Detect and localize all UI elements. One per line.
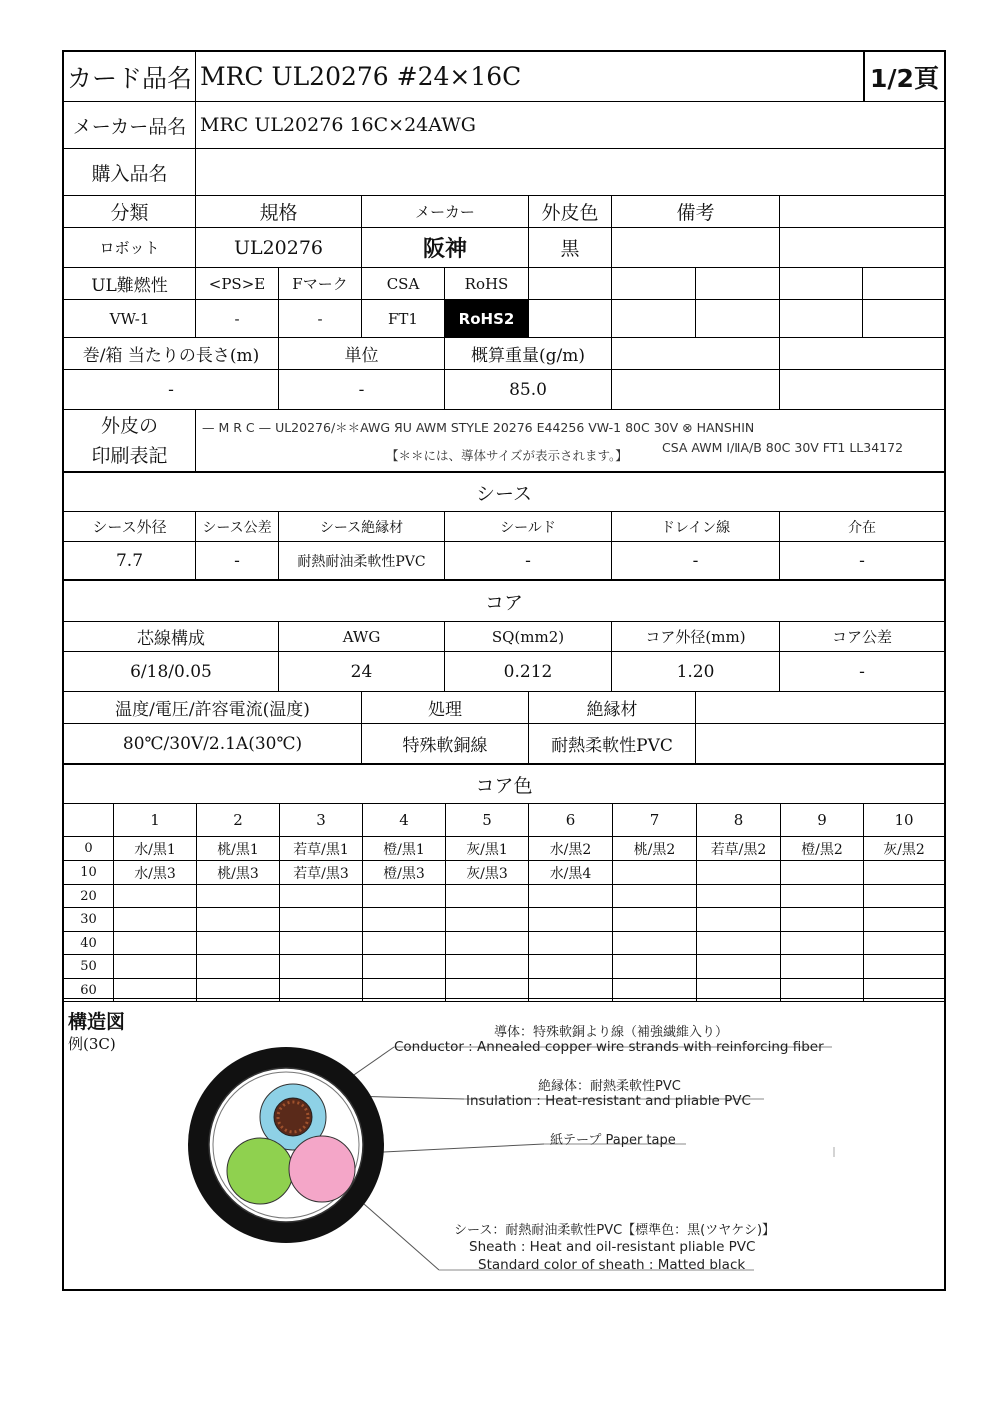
core-color-cell <box>781 861 864 884</box>
standard-header: 規格 <box>196 196 362 227</box>
drain-header: ドレイン線 <box>612 512 780 541</box>
core-value-row <box>64 652 944 692</box>
remarks-header: 備考 <box>612 196 780 227</box>
core-color-cell <box>864 861 944 884</box>
length-value-row <box>64 370 944 410</box>
classification-value: ロボット <box>64 228 196 267</box>
core-color-column-header: 7 <box>613 804 697 836</box>
ul-value-blank-2 <box>612 300 696 337</box>
core-color-cell <box>197 908 280 931</box>
filler-value: - <box>859 550 865 571</box>
maker-name-label: メーカー品名 <box>64 102 196 148</box>
core-color-cell: 水/黒4 <box>529 861 613 884</box>
length-header-blank-2 <box>780 338 944 369</box>
core-color-cell <box>363 908 446 931</box>
length-value-blank-1 <box>612 370 780 409</box>
core-color-column-header: 8 <box>697 804 781 836</box>
core-color-section <box>64 764 944 804</box>
filler-header: 介在 <box>848 519 876 536</box>
insulation-value: 耐熱柔軟性PVC <box>529 724 696 763</box>
sheath-leader <box>364 1204 439 1270</box>
core-color-row <box>64 908 944 932</box>
core-title: コア <box>484 591 523 614</box>
unit-value: - <box>279 370 445 409</box>
core-pink-insulation <box>289 1136 355 1202</box>
pse-header: <PS>E <box>196 268 279 299</box>
core-color-row-index: 20 <box>64 885 114 907</box>
maker-value: 阪神 <box>362 228 529 267</box>
sq-value: 0.212 <box>445 652 612 691</box>
strand-header: 芯線構成 <box>64 622 279 651</box>
sheath-value-row <box>64 542 944 580</box>
treatment-value: 特殊軟銅線 <box>362 724 529 763</box>
core-green-insulation <box>227 1138 293 1204</box>
temp-header-blank <box>696 692 944 723</box>
card-name-label: カード品名 <box>64 52 196 101</box>
ul-header-blank-3 <box>696 268 780 299</box>
length-value: - <box>64 370 279 409</box>
ul-value-row <box>64 300 944 338</box>
core-section <box>64 580 944 622</box>
sq-header: SQ(mm2) <box>445 622 612 651</box>
core-color-cell: 桃/黒2 <box>613 837 697 860</box>
structure-title: 構造図 <box>68 1011 126 1033</box>
length-header: 巻/箱 当たりの長さ(m) <box>64 338 279 369</box>
core-color-cell: 桃/黒3 <box>197 861 280 884</box>
rohs-header: RoHS <box>445 268 529 299</box>
ul-header-blank-5 <box>863 268 944 299</box>
core-color-column-header: 9 <box>781 804 864 836</box>
sheath-label-jp: シース：耐熱耐油柔軟性PVC【標準色：黒(ツヤケシ)】 <box>454 1223 776 1238</box>
core-color-row <box>64 837 944 861</box>
drain-value: - <box>612 542 780 579</box>
sheath-label-en: Sheath : Heat and oil-resistant pliable PVC <box>469 1239 756 1255</box>
f-mark-header: Fマーク <box>279 268 362 299</box>
core-color-column-header: 10 <box>894 811 914 829</box>
print-line-2-csa: CSA AWM I/ⅡA/B 80C 30V FT1 LL34172 <box>662 440 904 455</box>
conductor-label-jp: 導体：特殊軟銅より線（補強繊維入り） <box>494 1025 729 1040</box>
core-color-cell <box>613 908 697 931</box>
core-color-cell <box>197 932 280 954</box>
page-number: 1/2頁 <box>864 52 944 101</box>
sheath-insulation-header: シース絶縁材 <box>279 512 445 541</box>
core-color-cell: 若草/黒3 <box>280 861 363 884</box>
core-color-row-index: 10 <box>64 861 114 884</box>
core-color-cell <box>197 955 280 978</box>
core-od-header: コア外径(mm) <box>612 622 780 651</box>
temp-value-blank <box>696 724 944 763</box>
core-color-cell <box>697 861 781 884</box>
classification-value-blank <box>780 228 944 267</box>
core-color-cell <box>864 885 944 907</box>
awg-value: 24 <box>279 652 445 691</box>
core-color-row-index: 60 <box>64 979 114 1001</box>
ul-value-blank-4 <box>780 300 863 337</box>
core-color-row-index: 30 <box>64 908 114 931</box>
ul-value-blank-1 <box>529 300 612 337</box>
shield-value: - <box>445 542 612 579</box>
core-color-row-index: 40 <box>64 932 114 954</box>
rohs2-badge: RoHS2 <box>445 300 529 337</box>
unit-header: 単位 <box>279 338 445 369</box>
temp-header: 温度/電圧/許容電流(温度) <box>64 692 362 723</box>
temp-value-row <box>64 724 944 764</box>
core-color-header-row <box>64 804 944 837</box>
core-color-column-header: 6 <box>529 804 613 836</box>
core-color-cell: 若草/黒2 <box>697 837 781 860</box>
ul-header-blank-2 <box>612 268 696 299</box>
core-color-cell <box>529 932 613 954</box>
weight-header: 概算重量(g/m) <box>445 338 612 369</box>
length-header-row <box>64 338 944 370</box>
core-tolerance-header: コア公差 <box>831 628 892 646</box>
core-color-cell <box>280 955 363 978</box>
core-color-column-header: 4 <box>363 804 446 836</box>
core-color-column-header: 2 <box>197 804 280 836</box>
core-color-column-header: 3 <box>280 804 363 836</box>
core-color-cell <box>697 908 781 931</box>
classification-header-blank <box>780 196 944 227</box>
pse-value: - <box>196 300 279 337</box>
core-color-cell <box>363 932 446 954</box>
sheath-header-row <box>64 512 944 542</box>
length-header-blank-1 <box>612 338 780 369</box>
core-color-cell <box>363 955 446 978</box>
core-color-title: コア色 <box>475 774 533 797</box>
ul-flame-value: VW-1 <box>64 300 196 337</box>
outer-color-header: 外皮色 <box>529 196 612 227</box>
core-color-cell <box>529 955 613 978</box>
length-value-blank-2 <box>780 370 944 409</box>
core-color-table <box>64 804 944 998</box>
classification-value-row <box>64 228 944 268</box>
standard-value: UL20276 <box>196 228 362 267</box>
core-color-cell <box>613 955 697 978</box>
core-color-cell: 桃/黒1 <box>197 837 280 860</box>
core-color-cell <box>864 932 944 954</box>
core-color-cell <box>114 908 197 931</box>
core-color-cell <box>613 932 697 954</box>
insulation-label-jp: 絶縁体：耐熱柔軟性PVC <box>538 1079 681 1094</box>
ul-value-blank-5 <box>863 300 944 337</box>
core-color-row <box>64 885 944 908</box>
core-color-cell <box>864 908 944 931</box>
print-marking-label <box>64 410 196 471</box>
csa-value: FT1 <box>362 300 445 337</box>
classification-header-row <box>64 196 944 228</box>
core-color-cell <box>446 955 529 978</box>
core-color-cell <box>781 908 864 931</box>
core-color-cell: 橙/黒1 <box>363 837 446 860</box>
temp-header-row <box>64 692 944 724</box>
sheath-color-label: Standard color of sheath : Matted black <box>478 1257 746 1273</box>
core-color-cell <box>613 885 697 907</box>
core-color-cell <box>781 955 864 978</box>
core-color-cell <box>363 885 446 907</box>
sheath-tolerance-value: - <box>196 542 279 579</box>
print-label-line2: 印刷表記 <box>91 444 168 467</box>
core-color-cell <box>781 932 864 954</box>
conductor-label-en: Conductor : Annealed copper wire strands with reinforcing fiber <box>394 1039 824 1055</box>
treatment-header: 処理 <box>362 692 529 723</box>
core-color-cell: 橙/黒2 <box>781 837 864 860</box>
paper-tape-label: 紙テープ Paper tape <box>550 1133 676 1148</box>
core-color-cell <box>446 908 529 931</box>
core-color-row <box>64 955 944 979</box>
core-color-cell: 灰/黒3 <box>446 861 529 884</box>
sheath-od-header: シース外径 <box>64 512 196 541</box>
core-color-row-index: 0 <box>64 837 114 860</box>
csa-header: CSA <box>362 268 445 299</box>
f-mark-value: - <box>279 300 362 337</box>
sheath-od-value: 7.7 <box>64 542 196 579</box>
core-color-cell: 水/黒3 <box>114 861 197 884</box>
core-color-cell <box>446 885 529 907</box>
core-color-column-header: 5 <box>446 804 529 836</box>
core-color-cell: 橙/黒3 <box>363 861 446 884</box>
card-name-value: MRC UL20276 #24×16C <box>196 52 864 101</box>
copper-conductor <box>274 1098 312 1136</box>
print-marking-row <box>64 410 944 472</box>
core-color-corner <box>64 804 114 836</box>
core-color-cell <box>280 908 363 931</box>
core-color-column-header: 1 <box>114 804 197 836</box>
core-color-cell <box>613 861 697 884</box>
core-color-cell: 水/黒1 <box>114 837 197 860</box>
core-color-cell <box>781 885 864 907</box>
core-tolerance-value: - <box>859 661 865 682</box>
core-color-cell <box>114 885 197 907</box>
outer-color-value: 黒 <box>529 228 612 267</box>
core-color-cell <box>529 908 613 931</box>
strand-value: 6/18/0.05 <box>64 652 279 691</box>
maker-name-value: MRC UL20276 16C×24AWG <box>200 114 476 136</box>
core-color-cell: 若草/黒1 <box>280 837 363 860</box>
core-color-cell <box>864 955 944 978</box>
purchase-name-label: 購入品名 <box>64 149 196 195</box>
core-od-value: 1.20 <box>612 652 780 691</box>
core-color-cell: 灰/黒2 <box>883 841 925 858</box>
core-color-cell <box>280 932 363 954</box>
structure-example: 例(3C) <box>68 1035 116 1053</box>
core-color-cell <box>197 885 280 907</box>
insulation-header: 絶縁材 <box>529 692 696 723</box>
remarks-value <box>612 228 780 267</box>
ul-header-blank-1 <box>529 268 612 299</box>
classification-header: 分類 <box>64 196 196 227</box>
ul-flame-header: UL難燃性 <box>64 268 196 299</box>
shield-header: シールド <box>445 512 612 541</box>
sheath-title: シース <box>475 482 533 505</box>
ul-header-blank-4 <box>780 268 863 299</box>
card-name-row <box>64 52 944 102</box>
weight-value: 85.0 <box>445 370 612 409</box>
core-color-cell: 灰/黒1 <box>446 837 529 860</box>
sheath-section <box>64 472 944 512</box>
print-marking-value <box>196 410 944 471</box>
tape-leader <box>364 1144 544 1153</box>
core-color-cell <box>280 885 363 907</box>
print-line-1: — M R C — UL20276/＊＊AWG ЯU AWM STYLE 20276 E44256 VW-1 80C 30V ⊗ HANSHIN <box>202 420 755 435</box>
core-color-cell <box>697 955 781 978</box>
sheath-insulation-value: 耐熱耐油柔軟性PVC <box>279 542 445 579</box>
insulation-label-en: Insulation : Heat-resistant and pliable PVC <box>466 1093 751 1109</box>
temp-value: 80℃/30V/2.1A(30℃) <box>64 724 362 763</box>
core-color-cell: 水/黒2 <box>529 837 613 860</box>
maker-header: メーカー <box>362 196 529 227</box>
ul-value-blank-3 <box>696 300 780 337</box>
structure-section <box>64 998 944 1290</box>
purchase-name-value <box>196 149 944 195</box>
awg-header: AWG <box>279 622 445 651</box>
purchase-name-row <box>64 149 944 196</box>
core-color-cell <box>697 932 781 954</box>
ul-header-row <box>64 268 944 300</box>
print-label-line1: 外皮の <box>100 414 158 437</box>
core-color-cell <box>114 955 197 978</box>
core-color-row <box>64 861 944 885</box>
core-color-cell <box>114 932 197 954</box>
core-color-row <box>64 932 944 955</box>
print-line-2-note: 【＊＊には、導体サイズが表示されます。】 <box>386 448 628 463</box>
core-header-row <box>64 622 944 652</box>
core-color-cell <box>529 885 613 907</box>
core-color-cell <box>697 885 781 907</box>
sheath-tolerance-header: シース公差 <box>196 512 279 541</box>
core-color-row-index: 50 <box>64 955 114 978</box>
maker-name-row <box>64 102 944 149</box>
core-color-cell <box>446 932 529 954</box>
spec-sheet <box>62 50 946 1291</box>
